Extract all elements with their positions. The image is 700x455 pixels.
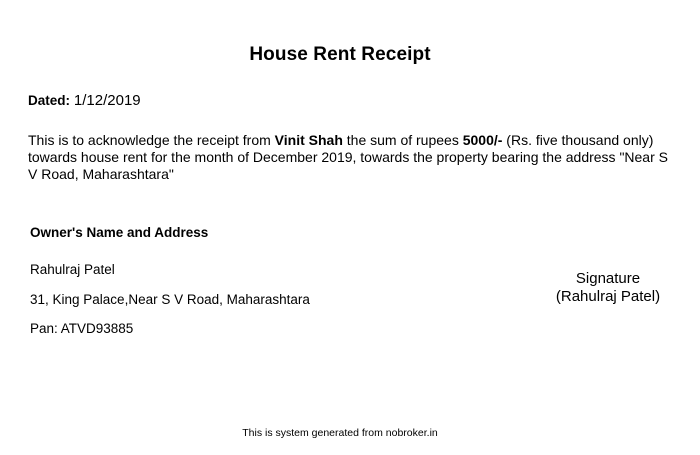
tenant-name: Vinit Shah [274,132,343,148]
owner-address: 31, King Palace,Near S V Road, Maharashtara [30,292,310,307]
rent-amount: 5000/- [462,132,503,148]
signature-block [548,270,668,306]
receipt-title: House Rent Receipt [249,44,431,65]
paragraph-text-2: the sum of rupees [342,132,463,148]
signature-label: Signature [575,270,641,287]
paragraph-text-3: (Rs. five thousand only) towards house rent for the month of December 2019, towards the property bearing the address "Near S V Road, Maharashtara" [28,132,668,182]
acknowledgement-paragraph [28,132,668,183]
dated-label: Dated: [28,93,71,108]
signature-name: (Rahulraj Patel) [555,288,661,305]
owner-name: Rahulraj Patel [30,262,115,277]
owner-pan: Pan: ATVD93885 [30,321,134,336]
owner-heading: Owner's Name and Address [30,225,209,240]
footer-note: This is system generated from nobroker.in [242,427,438,439]
dated-value: 1/12/2019 [73,92,141,109]
paragraph-text-1: This is to acknowledge the receipt from [28,132,275,148]
receipt-date [28,92,141,109]
